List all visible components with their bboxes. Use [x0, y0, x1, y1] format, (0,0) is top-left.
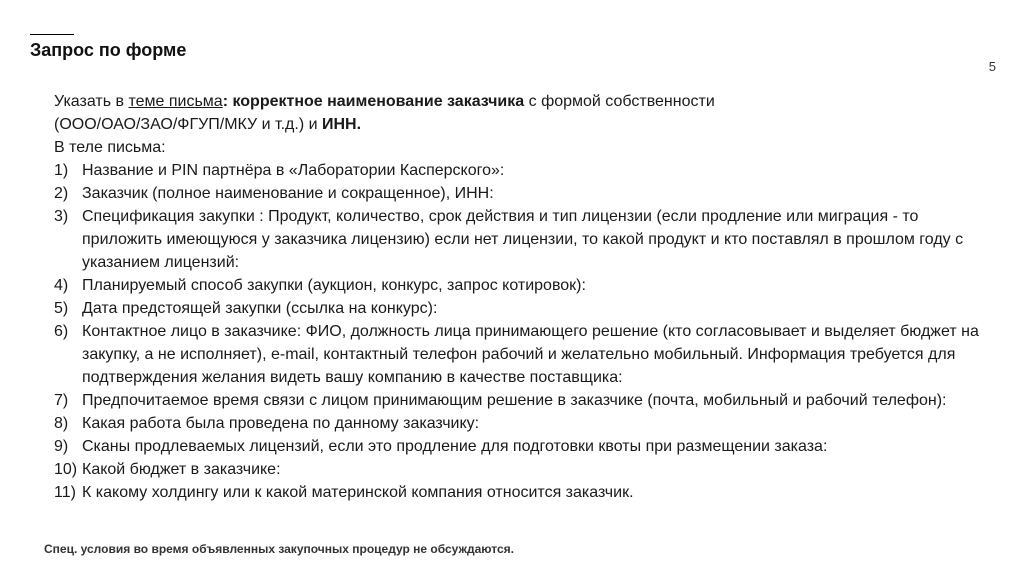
body-label: В теле письма:	[54, 139, 166, 156]
list-item	[54, 389, 999, 412]
intro-underlined: теме письма	[128, 93, 223, 110]
item-text: Какая работа была проведена по данному заказчику:	[82, 415, 480, 432]
item-number: 10)	[54, 461, 78, 478]
item-text: Контактное лицо в заказчике: ФИО, должность лица принимающего решение (кто согласовывает и выделяет бюджет на закупку, а не исполняет), e-mail, контактный телефон рабочий и желательно мобильный. Информация требуется для подтверждения желания видеть вашу компанию в качестве поставщика:	[82, 323, 979, 386]
list-item	[54, 274, 999, 297]
requirements-list	[54, 159, 999, 504]
item-number: 2)	[54, 185, 69, 202]
list-item	[54, 297, 999, 320]
list-item	[54, 205, 999, 274]
intro-bold: корректное наименование заказчика	[232, 93, 525, 110]
item-number: 5)	[54, 300, 69, 317]
item-number: 1)	[54, 162, 69, 179]
slide-body	[54, 90, 999, 504]
item-number: 7)	[54, 392, 69, 409]
item-text: Сканы продлеваемых лицензий, если это продление для подготовки квоты при размещении заказа:	[82, 438, 828, 455]
list-item	[54, 320, 999, 389]
intro-colon: :	[222, 93, 233, 110]
list-item	[54, 435, 999, 458]
item-text: Дата предстоящей закупки (ссылка на конкурс):	[82, 300, 438, 317]
list-item	[54, 159, 999, 182]
item-text: Название и PIN партнёра в «Лаборатории Касперского»:	[82, 162, 505, 179]
intro-prefix: Указать в	[54, 93, 129, 110]
item-number: 9)	[54, 438, 69, 455]
intro-suffix: с формой собственности	[524, 93, 715, 110]
title-divider	[30, 34, 74, 35]
item-number: 6)	[54, 323, 69, 340]
intro-line-2	[54, 113, 999, 136]
item-text: Какой бюджет в заказчике:	[82, 461, 281, 478]
item-number: 11)	[54, 484, 76, 501]
intro-line2-bold: ИНН.	[321, 116, 362, 133]
item-number: 3)	[54, 208, 69, 225]
page-number: 5	[988, 59, 996, 74]
intro-line-1	[54, 90, 999, 113]
list-item	[54, 182, 999, 205]
footnote: Спец. условия во время объявленных закупочных процедур не обсуждаются.	[44, 542, 514, 556]
item-number: 4)	[54, 277, 69, 294]
item-number: 8)	[54, 415, 69, 432]
list-item	[54, 481, 999, 504]
item-text: Заказчик (полное наименование и сокращенное), ИНН:	[82, 185, 494, 202]
list-item	[54, 412, 999, 435]
list-item	[54, 458, 999, 481]
item-text: Предпочитаемое время связи с лицом принимающим решение в заказчике (почта, мобильный и рабочий телефон):	[82, 392, 947, 409]
slide-title: Запрос по форме	[30, 40, 187, 60]
item-text: К какому холдингу или к какой материнской компания относится заказчик.	[82, 484, 634, 501]
item-text: Планируемый способ закупки (аукцион, конкурс, запрос котировок):	[82, 277, 586, 294]
intro-line2-plain: (ООО/ОАО/ЗАО/ФГУП/МКУ и т.д.) и	[54, 116, 322, 133]
item-text: Спецификация закупки : Продукт, количество, срок действия и тип лицензии (если продление или миграция - то приложить имеющуюся у заказчика лицензию) если нет лицензии, то какой продукт и кто поставлял в прошлом году с указанием лицензий:	[82, 208, 964, 271]
